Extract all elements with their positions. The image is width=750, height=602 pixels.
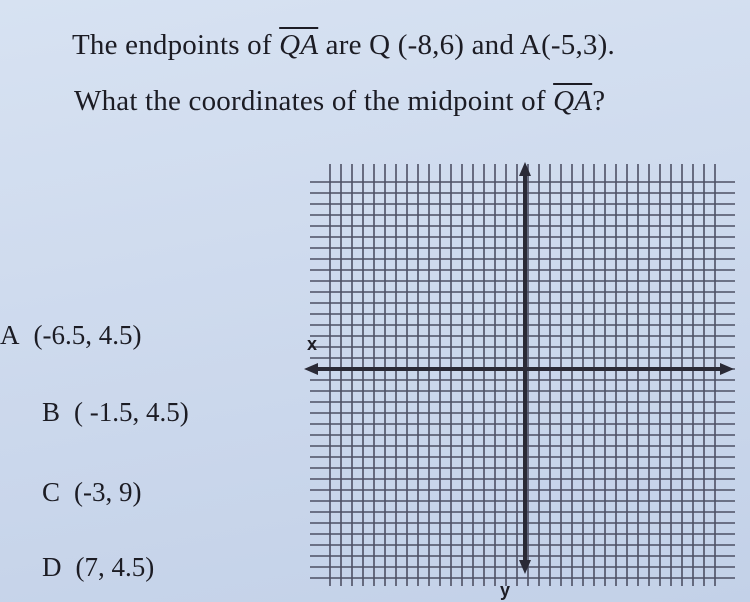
segment-qa-2: $\overline{QA}$ (553, 85, 593, 117)
option-a-letter: A (0, 320, 20, 350)
option-a[interactable] (0, 320, 141, 351)
x-axis-arrow-left (304, 363, 318, 375)
option-c[interactable] (42, 477, 142, 508)
option-a-value: (-6.5, 4.5) (33, 320, 142, 350)
option-b[interactable] (42, 397, 189, 428)
y-axis-arrow-up (519, 162, 531, 176)
option-b-letter: B (42, 397, 61, 427)
segment-qa: $\overline{QA}$ (279, 29, 319, 61)
question-text-midpoint: What the coordinates of the midpoint of (74, 85, 554, 117)
coordinate-grid (300, 150, 750, 602)
question-mark: ? (592, 85, 606, 117)
option-c-value: (-3, 9) (74, 477, 142, 507)
y-axis-label: y (500, 580, 511, 600)
option-d-letter: D (42, 552, 62, 582)
question-line-2 (74, 85, 605, 118)
option-c-letter: C (42, 477, 61, 507)
question-text-endpoints: are Q (-8,6) and A(-5,3). (318, 29, 615, 61)
option-d-value: (7, 4.5) (75, 552, 155, 582)
x-axis-arrow-right (720, 363, 734, 375)
option-d[interactable] (42, 552, 154, 583)
coordinate-grid-svg (300, 150, 750, 602)
question-line-1 (72, 29, 615, 62)
x-axis-label: x (307, 334, 318, 354)
option-b-value: ( -1.5, 4.5) (74, 397, 189, 427)
question-text: The endpoints of (72, 29, 280, 61)
